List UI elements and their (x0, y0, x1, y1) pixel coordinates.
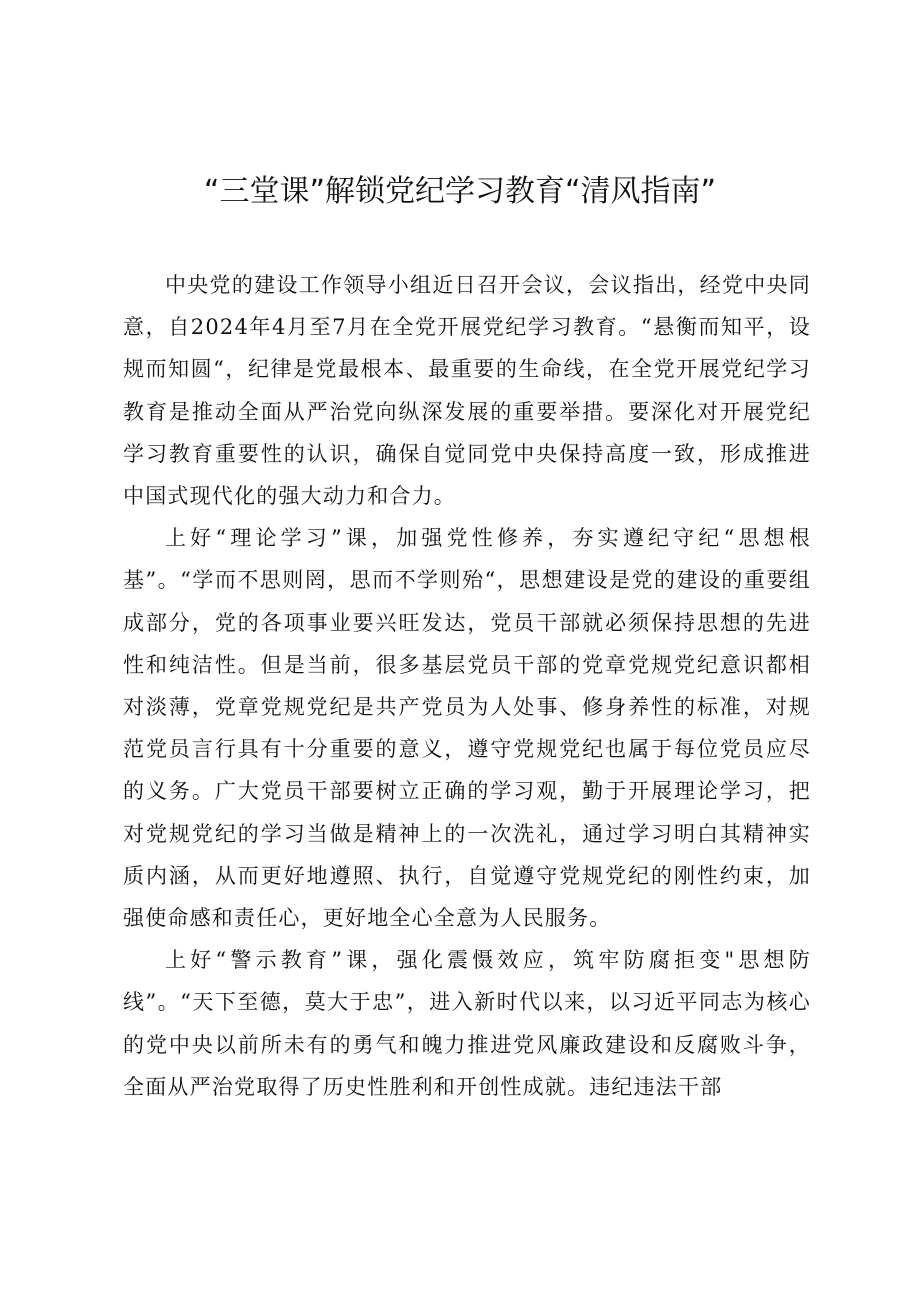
paragraph-intro: 中央党的建设工作领导小组近日召开会议，会议指出，经党中央同意，自2024年4月至7月在全党开展党纪学习教育。“悬衡而知平，设规而知圆“，纪律是党最根本、最重要的生命线，在全党开展党纪学习教育是推动全面从严治党向纵深发展的重要举措。要深化对开展党纪学习教育重要性的认识，确保自觉同党中央保持高度一致，形成推进中国式现代化的强大动力和合力。 (123, 273, 811, 509)
paragraph-theory-study: 上好“理论学习”课，加强党性修养，夯实遵纪守纪“思想根基”。“学而不思则罔，思而不学则殆“，思想建设是党的建设的重要组成部分，党的各项事业要兴旺发达，党员干部就必须保持思想的先进性和纯洁性。但是当前，很多基层党员干部的党章党规党纪意识都相对淡薄，党章党规党纪是共产党员为人处事、修身养性的标准，对规范党员言行具有十分重要的意义，遵守党规党纪也属于每位党员应尽的义务。广大党员干部要树立正确的学习观，勤于开展理论学习，把对党规党纪的学习当做是精神上的一次洗礼，通过学习明白其精神实质内涵，从而更好地遵照、执行，自觉遵守党规党纪的刚性约束，加强使命感和责任心，更好地全心全意为人民服务。 (123, 526, 811, 931)
document-title: “三堂课”解锁党纪学习教育“清风指南” (203, 174, 717, 209)
document-body (123, 264, 811, 1108)
paragraph-warning-education: 上好“警示教育”课，强化震慑效应，筑牢防腐拒变"思想防线”。“天下至德，莫大于忠”，进入新时代以来，以习近平同志为核心的党中央以前所未有的勇气和魄力推进党风廉政建设和反腐败斗争，全面从严治党取得了历史性胜利和开创性成就。违纪违法干部 (123, 948, 811, 1099)
